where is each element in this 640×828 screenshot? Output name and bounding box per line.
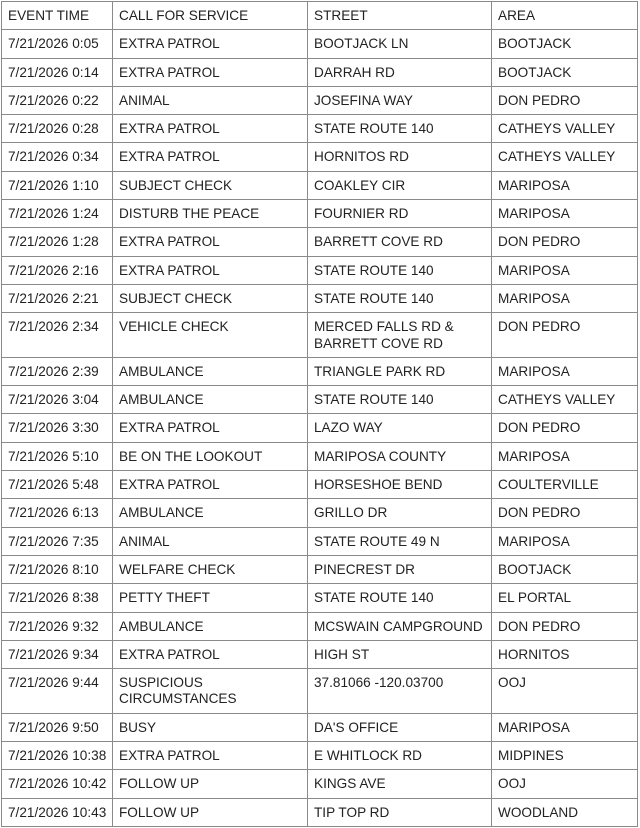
event-time-cell: 7/21/2026 3:04 xyxy=(2,386,113,414)
header-call-for-service: CALL FOR SERVICE xyxy=(113,2,308,30)
event-time-cell: 7/21/2026 7:35 xyxy=(2,527,113,555)
table-row xyxy=(2,313,638,358)
area-cell: EL PORTAL xyxy=(492,584,638,612)
event-time-cell: 7/21/2026 5:10 xyxy=(2,442,113,470)
street-cell: HIGH ST xyxy=(308,640,492,668)
event-time-cell: 7/21/2026 1:24 xyxy=(2,200,113,228)
call-for-service-cell: EXTRA PATROL xyxy=(113,115,308,143)
table-row xyxy=(2,584,638,612)
street-cell: PINECREST DR xyxy=(308,555,492,583)
event-time-cell: 7/21/2026 9:44 xyxy=(2,669,113,714)
table-row xyxy=(2,414,638,442)
table-row xyxy=(2,742,638,770)
area-cell: DON PEDRO xyxy=(492,228,638,256)
area-cell: BOOTJACK xyxy=(492,58,638,86)
event-time-cell: 7/21/2026 10:38 xyxy=(2,742,113,770)
street-cell: BARRETT COVE RD xyxy=(308,228,492,256)
call-for-service-cell: BE ON THE LOOKOUT xyxy=(113,442,308,470)
call-for-service-cell: AMBULANCE xyxy=(113,357,308,385)
call-for-service-cell: VEHICLE CHECK xyxy=(113,313,308,358)
table-row xyxy=(2,640,638,668)
street-cell: JOSEFINA WAY xyxy=(308,86,492,114)
street-cell: STATE ROUTE 140 xyxy=(308,584,492,612)
call-for-service-cell: EXTRA PATROL xyxy=(113,228,308,256)
table-row xyxy=(2,256,638,284)
street-cell: E WHITLOCK RD xyxy=(308,742,492,770)
street-cell: STATE ROUTE 140 xyxy=(308,284,492,312)
street-cell: KINGS AVE xyxy=(308,770,492,798)
area-cell: MARIPOSA xyxy=(492,256,638,284)
area-cell: CATHEYS VALLEY xyxy=(492,115,638,143)
area-cell: DON PEDRO xyxy=(492,612,638,640)
area-cell: MARIPOSA xyxy=(492,442,638,470)
street-cell: MARIPOSA COUNTY xyxy=(308,442,492,470)
street-cell: TIP TOP RD xyxy=(308,798,492,826)
event-time-cell: 7/21/2026 0:14 xyxy=(2,58,113,86)
call-for-service-cell: EXTRA PATROL xyxy=(113,143,308,171)
header-row xyxy=(2,2,638,30)
header-street: STREET xyxy=(308,2,492,30)
street-cell: HORNITOS RD xyxy=(308,143,492,171)
area-cell: MARIPOSA xyxy=(492,171,638,199)
table-row xyxy=(2,471,638,499)
table-row xyxy=(2,200,638,228)
call-for-service-cell: EXTRA PATROL xyxy=(113,58,308,86)
street-cell: COAKLEY CIR xyxy=(308,171,492,199)
area-cell: MARIPOSA xyxy=(492,357,638,385)
header-area: AREA xyxy=(492,2,638,30)
call-for-service-cell: FOLLOW UP xyxy=(113,798,308,826)
area-cell: WOODLAND xyxy=(492,798,638,826)
event-time-cell: 7/21/2026 10:42 xyxy=(2,770,113,798)
street-cell: MERCED FALLS RD & BARRETT COVE RD xyxy=(308,313,492,358)
event-time-cell: 7/21/2026 2:34 xyxy=(2,313,113,358)
table-row xyxy=(2,386,638,414)
table-row xyxy=(2,612,638,640)
event-time-cell: 7/21/2026 9:34 xyxy=(2,640,113,668)
call-for-service-cell: AMBULANCE xyxy=(113,386,308,414)
area-cell: OOJ xyxy=(492,770,638,798)
event-time-cell: 7/21/2026 0:28 xyxy=(2,115,113,143)
street-cell: STATE ROUTE 49 N xyxy=(308,527,492,555)
area-cell: HORNITOS xyxy=(492,640,638,668)
area-cell: BOOTJACK xyxy=(492,30,638,58)
call-for-service-cell: SUBJECT CHECK xyxy=(113,284,308,312)
event-time-cell: 7/21/2026 8:10 xyxy=(2,555,113,583)
street-cell: HORSESHOE BEND xyxy=(308,471,492,499)
event-time-cell: 7/21/2026 5:48 xyxy=(2,471,113,499)
street-cell: LAZO WAY xyxy=(308,414,492,442)
call-for-service-cell: FOLLOW UP xyxy=(113,770,308,798)
area-cell: MIDPINES xyxy=(492,742,638,770)
table-row xyxy=(2,527,638,555)
table-row xyxy=(2,228,638,256)
street-cell: TRIANGLE PARK RD xyxy=(308,357,492,385)
street-cell: DARRAH RD xyxy=(308,58,492,86)
area-cell: CATHEYS VALLEY xyxy=(492,386,638,414)
call-for-service-cell: BUSY xyxy=(113,713,308,741)
call-for-service-cell: EXTRA PATROL xyxy=(113,30,308,58)
area-cell: COULTERVILLE xyxy=(492,471,638,499)
table-row xyxy=(2,499,638,527)
call-for-service-cell: AMBULANCE xyxy=(113,499,308,527)
event-time-cell: 7/21/2026 1:28 xyxy=(2,228,113,256)
table-row xyxy=(2,357,638,385)
calls-table xyxy=(1,1,638,827)
street-cell: BOOTJACK LN xyxy=(308,30,492,58)
area-cell: BOOTJACK xyxy=(492,555,638,583)
call-for-service-cell: ANIMAL xyxy=(113,527,308,555)
event-time-cell: 7/21/2026 2:39 xyxy=(2,357,113,385)
area-cell: MARIPOSA xyxy=(492,200,638,228)
call-for-service-cell: EXTRA PATROL xyxy=(113,742,308,770)
street-cell: STATE ROUTE 140 xyxy=(308,386,492,414)
call-for-service-cell: WELFARE CHECK xyxy=(113,555,308,583)
street-cell: 37.81066 -120.03700 xyxy=(308,669,492,714)
area-cell: DON PEDRO xyxy=(492,86,638,114)
street-cell: STATE ROUTE 140 xyxy=(308,115,492,143)
event-time-cell: 7/21/2026 0:22 xyxy=(2,86,113,114)
call-for-service-cell: EXTRA PATROL xyxy=(113,256,308,284)
event-time-cell: 7/21/2026 8:38 xyxy=(2,584,113,612)
call-for-service-cell: SUSPICIOUS CIRCUMSTANCES xyxy=(113,669,308,714)
table-row xyxy=(2,555,638,583)
header-event-time: EVENT TIME xyxy=(2,2,113,30)
call-for-service-cell: PETTY THEFT xyxy=(113,584,308,612)
event-time-cell: 7/21/2026 6:13 xyxy=(2,499,113,527)
table-row xyxy=(2,115,638,143)
event-time-cell: 7/21/2026 0:05 xyxy=(2,30,113,58)
call-for-service-cell: EXTRA PATROL xyxy=(113,414,308,442)
table-row xyxy=(2,86,638,114)
table-row xyxy=(2,770,638,798)
area-cell: OOJ xyxy=(492,669,638,714)
street-cell: STATE ROUTE 140 xyxy=(308,256,492,284)
table-row xyxy=(2,798,638,826)
area-cell: MARIPOSA xyxy=(492,284,638,312)
event-time-cell: 7/21/2026 3:30 xyxy=(2,414,113,442)
table-row xyxy=(2,442,638,470)
street-cell: DA'S OFFICE xyxy=(308,713,492,741)
call-for-service-cell: EXTRA PATROL xyxy=(113,471,308,499)
table-row xyxy=(2,284,638,312)
event-time-cell: 7/21/2026 10:43 xyxy=(2,798,113,826)
call-for-service-cell: AMBULANCE xyxy=(113,612,308,640)
call-for-service-cell: SUBJECT CHECK xyxy=(113,171,308,199)
event-time-cell: 7/21/2026 0:34 xyxy=(2,143,113,171)
street-cell: MCSWAIN CAMPGROUND xyxy=(308,612,492,640)
area-cell: DON PEDRO xyxy=(492,499,638,527)
event-time-cell: 7/21/2026 9:32 xyxy=(2,612,113,640)
area-cell: DON PEDRO xyxy=(492,414,638,442)
call-for-service-cell: DISTURB THE PEACE xyxy=(113,200,308,228)
table-row xyxy=(2,669,638,714)
street-cell: GRILLO DR xyxy=(308,499,492,527)
event-time-cell: 7/21/2026 2:16 xyxy=(2,256,113,284)
table-row xyxy=(2,171,638,199)
table-row xyxy=(2,713,638,741)
area-cell: CATHEYS VALLEY xyxy=(492,143,638,171)
table-row xyxy=(2,58,638,86)
table-row xyxy=(2,30,638,58)
area-cell: MARIPOSA xyxy=(492,713,638,741)
table-row xyxy=(2,143,638,171)
call-for-service-cell: EXTRA PATROL xyxy=(113,640,308,668)
event-time-cell: 7/21/2026 1:10 xyxy=(2,171,113,199)
call-for-service-cell: ANIMAL xyxy=(113,86,308,114)
event-time-cell: 7/21/2026 2:21 xyxy=(2,284,113,312)
area-cell: DON PEDRO xyxy=(492,313,638,358)
event-time-cell: 7/21/2026 9:50 xyxy=(2,713,113,741)
street-cell: FOURNIER RD xyxy=(308,200,492,228)
area-cell: MARIPOSA xyxy=(492,527,638,555)
